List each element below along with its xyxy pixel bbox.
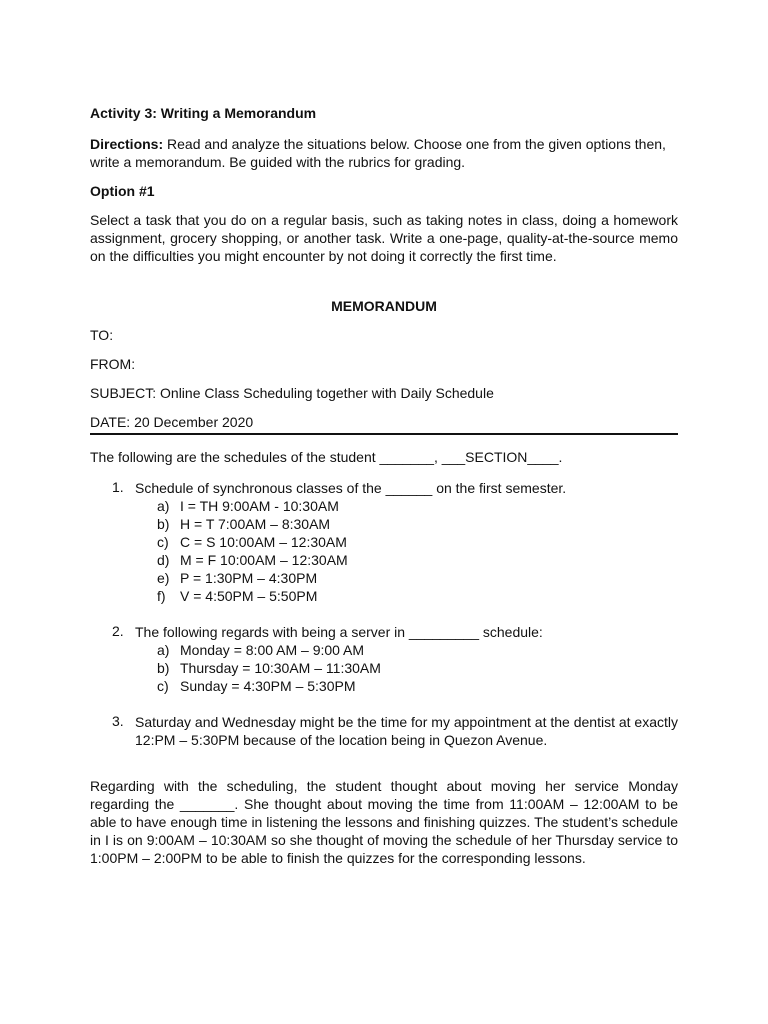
sub-item xyxy=(135,641,678,659)
schedule-list xyxy=(90,479,678,749)
memo-to: TO: xyxy=(90,327,114,343)
sub-text: M = F 10:00AM – 12:30AM xyxy=(180,552,348,568)
memo-date: DATE: 20 December 2020 xyxy=(90,414,254,430)
sub-item xyxy=(135,587,678,605)
activity-title: Activity 3: Writing a Memorandum xyxy=(90,105,317,121)
memo-subject: SUBJECT: Online Class Scheduling together with Daily Schedule xyxy=(90,385,494,401)
directions-label: Directions: xyxy=(90,136,164,152)
sub-text: C = S 10:00AM – 12:30AM xyxy=(180,534,347,550)
sub-list xyxy=(135,641,678,695)
option-text: Select a task that you do on a regular basis, such as taking notes in class, doing a homework assignment, grocery shopping, or another task. Write a one-page, quality-at-the-source memo on the difficulties you might encounter by not doing it correctly the first time. xyxy=(90,212,678,264)
directions-paragraph xyxy=(90,135,678,171)
sub-text: Monday = 8:00 AM – 9:00 AM xyxy=(180,642,365,658)
item-text: Saturday and Wednesday might be the time for my appointment at the dentist at exactly 12:PM – 5:30PM because of the location being in Quezon Avenue. xyxy=(135,714,678,748)
sub-item xyxy=(135,677,678,695)
sub-text: H = T 7:00AM – 8:30AM xyxy=(180,516,331,532)
sub-label: f) xyxy=(157,588,166,604)
memo-title: MEMORANDUM xyxy=(331,298,437,314)
sub-text: I = TH 9:00AM - 10:30AM xyxy=(180,498,339,514)
sub-label: b) xyxy=(157,660,170,676)
sub-label: e) xyxy=(157,570,170,586)
closing-paragraph: Regarding with the scheduling, the student thought about moving her service Monday regarding the _______. She thought about moving the time from 11:00AM – 12:00AM to be able to have enough time in listening the lessons and finishing quizzes. The student’s schedule in I is on 9:00AM – 10:30AM so she thought of moving the schedule of her Thursday service to 1:00PM – 2:00PM to be able to finish the quizzes for the corresponding lessons. xyxy=(90,778,678,866)
item-text: The following regards with being a server in _________ schedule: xyxy=(135,624,543,640)
schedule-item xyxy=(90,623,678,695)
item-number: 3. xyxy=(112,713,124,729)
sub-label: b) xyxy=(157,516,170,532)
memo-divider xyxy=(90,433,678,435)
sub-text: Thursday = 10:30AM – 11:30AM xyxy=(180,660,381,676)
sub-list xyxy=(135,497,678,605)
schedule-item xyxy=(90,479,678,605)
sub-item xyxy=(135,497,678,515)
memo-from: FROM: xyxy=(90,356,136,372)
sub-item xyxy=(135,515,678,533)
item-number: 2. xyxy=(112,623,124,639)
option-title: Option #1 xyxy=(90,183,155,199)
sub-item xyxy=(135,533,678,551)
sub-label: d) xyxy=(157,552,170,568)
memo-intro: The following are the schedules of the student _______, ___SECTION____. xyxy=(90,449,563,465)
sub-label: c) xyxy=(157,534,169,550)
schedule-item xyxy=(90,713,678,749)
sub-text: P = 1:30PM – 4:30PM xyxy=(180,570,318,586)
sub-text: V = 4:50PM – 5:50PM xyxy=(180,588,318,604)
document-page xyxy=(90,104,678,867)
sub-label: a) xyxy=(157,498,170,514)
sub-text: Sunday = 4:30PM – 5:30PM xyxy=(180,678,356,694)
item-text: Schedule of synchronous classes of the ______ on the first semester. xyxy=(135,480,567,496)
sub-item xyxy=(135,659,678,677)
item-number: 1. xyxy=(112,479,124,495)
sub-label: c) xyxy=(157,678,169,694)
directions-text: Read and analyze the situations below. Choose one from the given options then, write a memorandum. Be guided with the rubrics for grading. xyxy=(90,136,666,170)
sub-item xyxy=(135,569,678,587)
sub-item xyxy=(135,551,678,569)
sub-label: a) xyxy=(157,642,170,658)
